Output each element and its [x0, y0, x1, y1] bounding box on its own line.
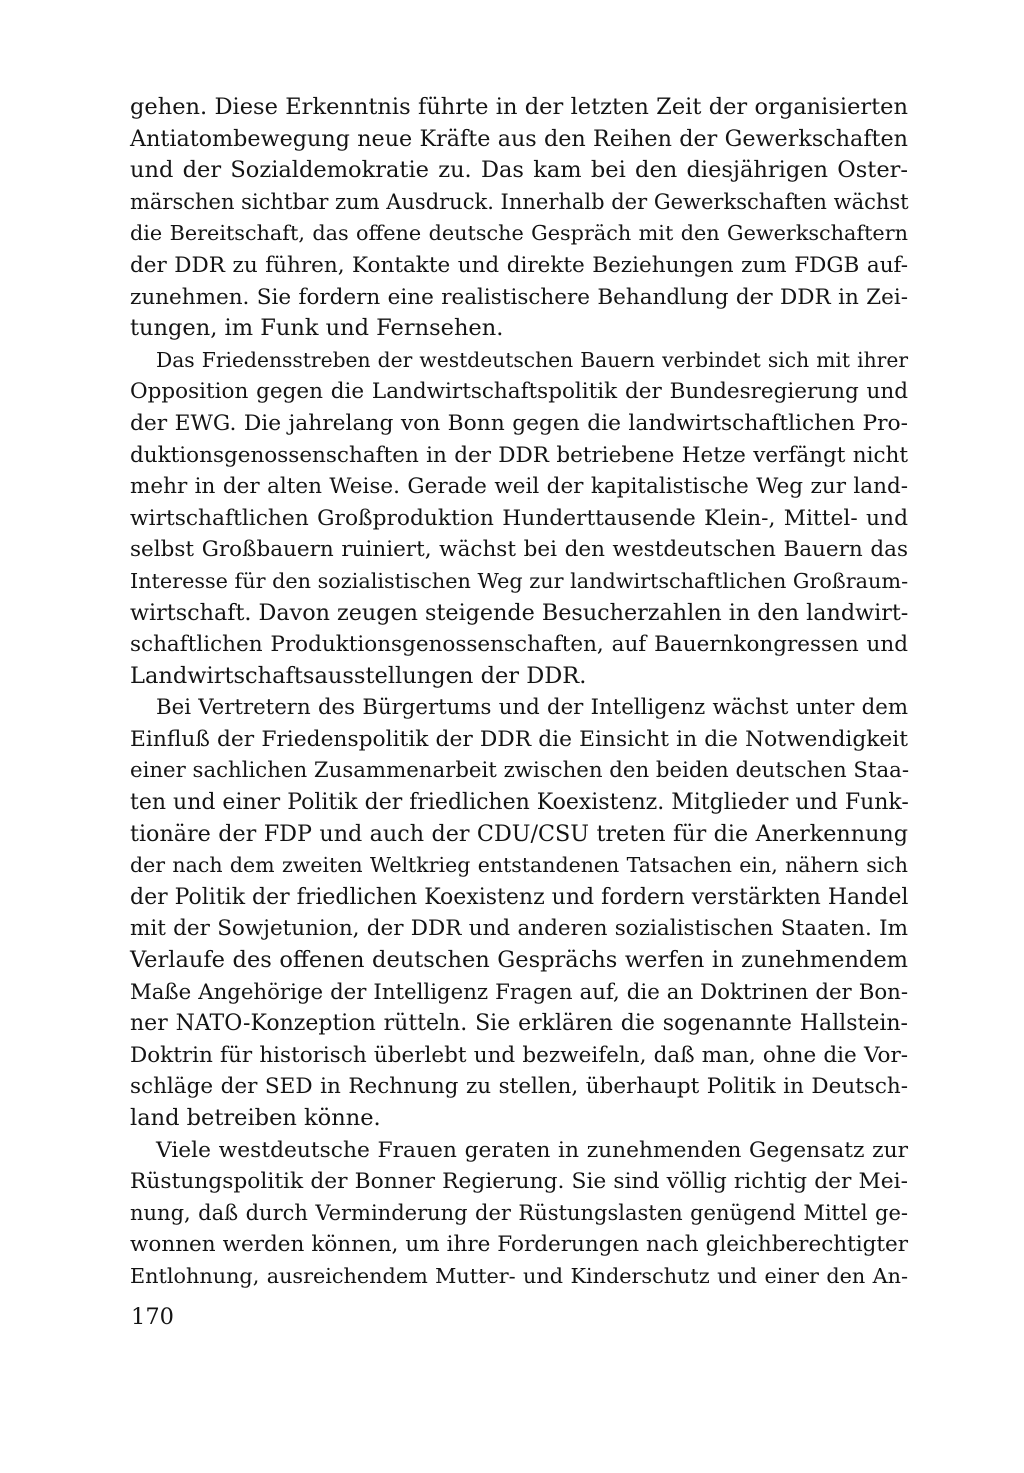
text-line: duktionsgenossenschaften in der DDR betriebene Hetze verfängt nicht: [130, 442, 908, 468]
text-line: Bei Vertretern des Bürgertums und der Intelligenz wächst unter dem: [156, 695, 908, 721]
text-line: wirtschaft. Davon zeugen steigende Besucherzahlen in den landwirt-: [130, 599, 909, 626]
text-line: der nach dem zweiten Weltkrieg entstandenen Tatsachen ein, nähern sich: [130, 853, 908, 878]
text-line: Opposition gegen die Landwirtschaftspolitik der Bundesregierung und: [130, 379, 908, 405]
text-line: Entlohnung, ausreichendem Mutter- und Kinderschutz und einer den An-: [130, 1263, 908, 1288]
text-line: und der Sozialdemokratie zu. Das kam bei den diesjährigen Oster-: [130, 157, 908, 184]
text-line: wirtschaftlichen Großproduktion Hunderttausende Klein-, Mittel- und: [130, 505, 908, 531]
text-line: schläge der SED in Rechnung zu stellen, überhaupt Politik in Deutsch-: [130, 1074, 908, 1100]
text-line: Einfluß der Friedenspolitik der DDR die Einsicht in die Notwendigkeit: [130, 726, 908, 752]
text-line: der EWG. Die jahrelang von Bonn gegen die landwirtschaftlichen Pro-: [130, 410, 908, 436]
text-line: Doktrin für historisch überlebt und bezweifeln, daß man, ohne die Vor-: [130, 1042, 908, 1068]
text-line: märschen sichtbar zum Ausdruck. Innerhalb der Gewerkschaften wächst: [130, 189, 909, 214]
text-line: schaftlichen Produktionsgenossenschaften, auf Bauernkongressen und: [130, 632, 908, 658]
text-line: die Bereitschaft, das offene deutsche Gespräch mit den Gewerkschaftern: [130, 221, 908, 246]
text-line: Viele westdeutsche Frauen geraten in zunehmenden Gegensatz zur: [156, 1137, 908, 1163]
text-line: Antiatombewegung neue Kräfte aus den Reihen der Gewerkschaften: [130, 125, 908, 152]
text-line: Rüstungspolitik der Bonner Regierung. Sie sind völlig richtig der Mei-: [130, 1169, 908, 1195]
text-line: zunehmen. Sie fordern eine realistischere Behandlung der DDR in Zei-: [130, 284, 908, 310]
text-line: wonnen werden können, um ihre Forderungen nach gleichberechtigter: [130, 1232, 908, 1258]
text-line: Interesse für den sozialistischen Weg zur landwirtschaftlichen Großraum-: [130, 568, 909, 593]
text-line: ten und einer Politik der friedlichen Koexistenz. Mitglieder und Funk-: [130, 790, 909, 816]
text-line: gehen. Diese Erkenntnis führte in der letzten Zeit der organisierten: [130, 94, 908, 120]
text-line: tungen, im Funk und Fernsehen.: [130, 315, 504, 342]
text-line: Maße Angehörige der Intelligenz Fragen auf, die an Doktrinen der Bon-: [130, 979, 908, 1005]
page-number: 170: [131, 1304, 174, 1330]
text-line: nung, daß durch Verminderung der Rüstungslasten genügend Mittel ge-: [130, 1200, 908, 1225]
text-line: ner NATO-Konzeption rütteln. Sie erklären die sogenannte Hallstein-: [130, 1011, 908, 1037]
text-line: einer sachlichen Zusammenarbeit zwischen den beiden deutschen Staa-: [130, 758, 910, 784]
text-line: mehr in der alten Weise. Gerade weil der kapitalistische Weg zur land-: [130, 474, 908, 500]
text-line: Das Friedensstreben der westdeutschen Bauern verbindet sich mit ihrer: [156, 347, 908, 372]
text-line: Landwirtschaftsausstellungen der DDR.: [130, 662, 587, 689]
text-line: der DDR zu führen, Kontakte und direkte Beziehungen zum FDGB auf-: [130, 252, 908, 278]
text-line: selbst Großbauern ruiniert, wächst bei den westdeutschen Bauern das: [130, 537, 908, 563]
text-line: Verlaufe des offenen deutschen Gesprächs werfen in zunehmendem: [130, 947, 908, 974]
text-line: der Politik der friedlichen Koexistenz und fordern verstärkten Handel: [130, 884, 909, 910]
text-line: tionäre der FDP und auch der CDU/CSU treten für die Anerkennung: [130, 820, 908, 847]
body-text: [130, 92, 908, 1293]
text-line: land betreiben könne.: [130, 1105, 381, 1131]
text-line: mit der Sowjetunion, der DDR und anderen sozialistischen Staaten. Im: [130, 916, 908, 942]
